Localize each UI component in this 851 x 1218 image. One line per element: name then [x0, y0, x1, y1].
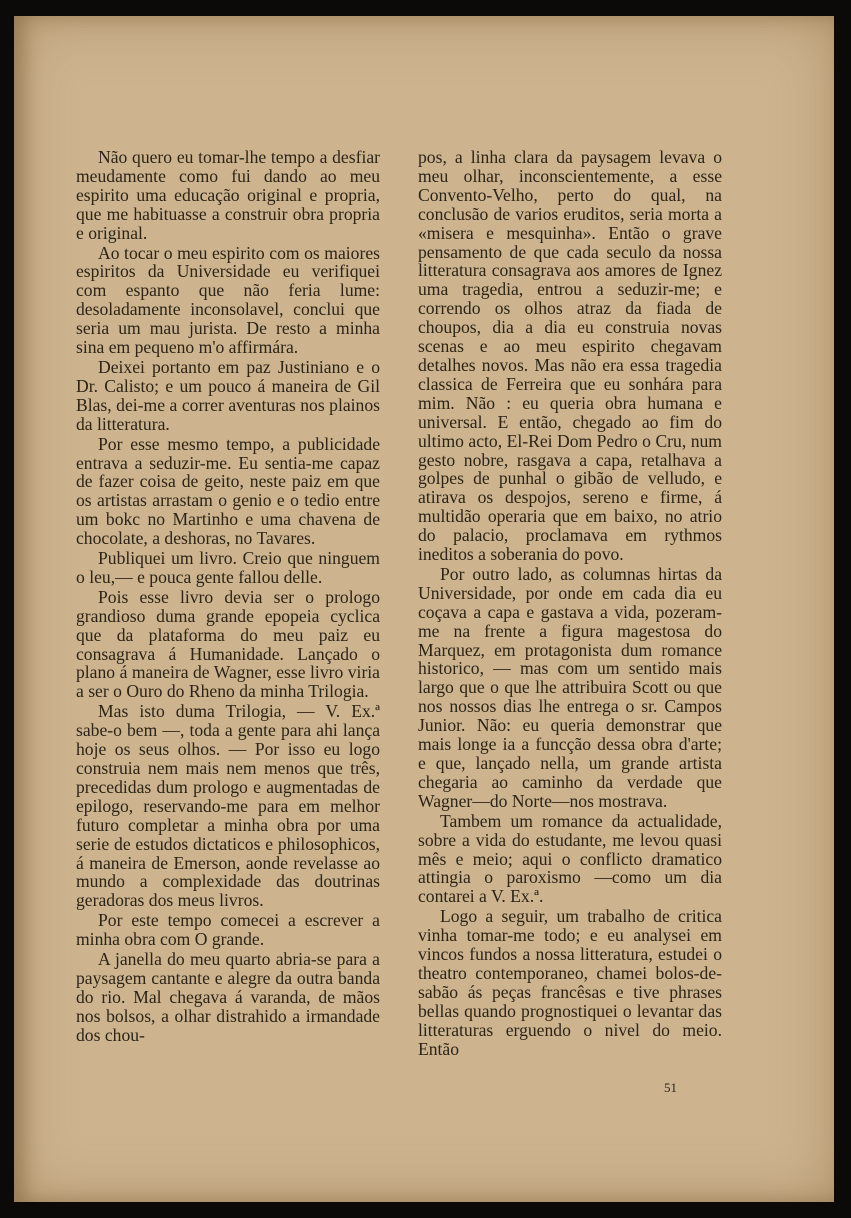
paragraph: Mas isto duma Trilogia, — V. Ex.ª sabe-o bem —, toda a gente para ahi lança hoje os seus olhos. — Por isso eu logo construia nem mais nem menos que três, precedidas dum prologo e augmentadas de epilogo, reservando-me para em melhor futuro completar a minha obra por uma serie de estudos dictaticos e philosophicos, á maneira de Emerson, aonde revelasse ao mundo a complexidade das doutrinas geradoras dos meus livros.: [76, 701, 380, 911]
paragraph: Não quero eu tomar-lhe tempo a desfiar meudamente como fui dando ao meu espirito uma educação original e propria, que me habituasse a construir obra propria e original.: [76, 147, 380, 243]
paragraph: Publiquei um livro. Creio que ninguem o leu,— e pouca gente fallou delle.: [76, 548, 380, 587]
book-page: [14, 16, 834, 1202]
paragraph: Tambem um romance da actualidade, sobre a vida do estudante, me levou quasi mês e meio; aqui o conflicto dramatico attingia o paroxismo —como um dia contarei a V. Ex.ª.: [418, 810, 722, 907]
paragraph: pos, a linha clara da paysagem levava o meu olhar, inconscientemente, a esse Convento-Velho, perto do qual, na conclusão de varios eruditos, seria morta a «misera e mesquinha». Então o grave pensamento de que cada seculo da nossa litteratura consagrava aos amores de Ignez uma tragedia, entrou a seduzir-me; e correndo os olhos atraz da fiada de choupos, dia a dia eu construia novas scenas e ao meu espirito chegavam detalhes novos. Mas não era essa tragedia classica de Ferreira que eu sonhára para mim. Não : eu queria obra humana e universal. E então, chegado ao fim do ultimo acto, El-Rei Dom Pedro o Cru, num gesto nobre, rasgava a capa, retalhava a golpes de punhal o gibão de velludo, e atirava os despojos, sereno e firme, á multidão operaria que em baixo, no atrio do palacio, proclamava em rythmos ineditos a soberania do povo.: [418, 147, 722, 565]
paragraph: Ao tocar o meu espirito com os maiores espiritos da Universidade eu verifiquei com espanto que não feria lume: desoladamente inconsolavel, conclui que seria um mau jurista. De resto a minha sina em pequeno m'o affirmára.: [76, 242, 380, 358]
paragraph: Deixei portanto em paz Justiniano e o Dr. Calisto; e um pouco á maneira de Gil Blas, dei-me a correr aventuras nos plainos da litteratura.: [76, 356, 380, 434]
paragraph: Logo a seguir, um trabalho de critica vinha tomar-me todo; e eu analysei em vincos fundos a nossa litteratura, estudei o theatro contemporaneo, chamei bolos-de-sabão ás peças francêsas e tive phrases bellas quando prognostiquei o levantar das litteraturas erguendo o nivel do meio. Então: [418, 906, 722, 1059]
paragraph: Por outro lado, as columnas hirtas da Universidade, por onde em cada dia eu coçava a capa e gastava a vida, pozeram-me na frente a figura magestosa do Marquez, em protagonista dum romance historico, — mas com um sentido mais largo que o que lhe attribuira Scott ou que nos nossos dias lhe entrega o sr. Campos Junior. Não: eu queria demonstrar que mais longe ia a funcção dessa obra d'arte; e que, lançado nella, um grande artista chegaria ao caminho da verdade que Wagner—do Norte—nos mostrava.: [418, 563, 722, 811]
right-text-column: [418, 148, 722, 1060]
paragraph: A janella do meu quarto abria-se para a paysagem cantante e alegre da outra banda do rio. Mal chegava á varanda, de mãos nos bolsos, a olhar distrahido a irmandade dos chou-: [76, 949, 380, 1045]
left-text-column: [76, 148, 380, 1046]
paragraph: Pois esse livro devia ser o prologo grandioso duma grande epopeia cyclica que da plataforma do meu paiz eu consagrava á Humanidade. Lançado o plano á maneira de Wagner, esse livro viria a ser o Ouro do Rheno da minha Trilogia.: [76, 586, 380, 702]
paragraph: Por este tempo comecei a escrever a minha obra com O grande.: [76, 910, 380, 950]
page-number: 51: [664, 1080, 677, 1095]
paragraph: Por esse mesmo tempo, a publicidade entrava a seduzir-me. Eu sentia-me capaz de fazer coisa de geito, neste paiz em que os artistas arrastam o genio e o tedio entre um bokc no Martinho e uma chavena de chocolate, a deshoras, no Tavares.: [76, 433, 380, 549]
